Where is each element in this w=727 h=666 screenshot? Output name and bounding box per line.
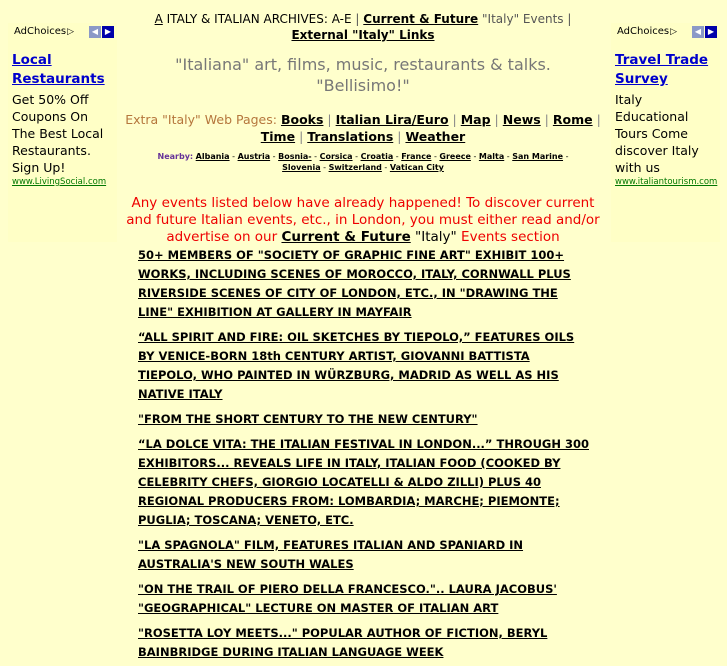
adchoices-icon[interactable]: ▷: [67, 27, 75, 37]
ad-next-arrow-icon[interactable]: ▶: [102, 26, 114, 38]
link-san-marine[interactable]: San Marine: [512, 152, 564, 161]
left-ad-panel: [8, 23, 117, 242]
adchoices-label[interactable]: AdChoices▷: [617, 26, 678, 37]
link-rome[interactable]: Rome: [552, 112, 593, 127]
ad-url-link[interactable]: www.italiantourism.com: [615, 177, 718, 187]
extra-pages-nav: Extra "Italy" Web Pages: Books | Italian Lira/Euro | Map | News | Rome | Time | Translations | Weather: [125, 112, 601, 144]
link-croatia[interactable]: Croatia: [360, 152, 394, 161]
list-item: [138, 578, 590, 616]
ad-body-text: Get 50% Off Coupons On The Best Local Restaurants. Sign Up!: [12, 92, 104, 175]
link-bosnia[interactable]: Bosnia-: [278, 152, 312, 161]
ad-next-arrow-icon[interactable]: ▶: [705, 26, 717, 38]
link-weather[interactable]: Weather: [405, 129, 466, 144]
ad-prev-arrow-icon[interactable]: ◀: [89, 26, 101, 38]
list-item: [138, 534, 590, 572]
ad-header: [615, 25, 716, 41]
link-albania[interactable]: Albania: [195, 152, 230, 161]
link-austria[interactable]: Austria: [237, 152, 271, 161]
event-link[interactable]: “ALL SPIRIT AND FIRE: OIL SKETCHES BY TIEPOLO,” FEATURES OILS BY VENICE-BORN 18th CENTURY ARTIST, GIOVANNI BATTISTA TIEPOLO, WHO PAINTED IN WÜRZBURG, MADRID AS WELL AS HIS NATIVE ITALY: [138, 330, 575, 401]
ad-url-link[interactable]: www.LivingSocial.com: [12, 177, 107, 187]
ad-body-text: Italy Educational Tours Come discover Italy with us: [615, 92, 699, 175]
event-link[interactable]: "LA SPAGNOLA" FILM, FEATURES ITALIAN AND SPANIARD IN AUSTRALIA'S NEW SOUTH WALES: [138, 538, 524, 571]
separator: |: [567, 12, 572, 26]
ad-title-link[interactable]: Local Restaurants: [12, 52, 105, 87]
ad-header: [12, 25, 113, 41]
event-link[interactable]: 50+ MEMBERS OF "SOCIETY OF GRAPHIC FINE ART" EXHIBIT 100+ WORKS, INCLUDING SCENES OF MOROCCO, ITALY, CORNWALL PLUS RIVERSIDE SCENES OF CITY OF LONDON, ETC., IN "DRAWING THE LINE" EXHIBITION AT GALLERY IN MAYFAIR: [138, 248, 571, 319]
adchoices-icon[interactable]: ▷: [670, 27, 678, 37]
event-link[interactable]: "ROSETTA LOY MEETS..." POPULAR AUTHOR OF FICTION, BERYL BAINBRIDGE DURING ITALIAN LANGUAGE WEEK: [138, 626, 548, 659]
link-switzerland[interactable]: Switzerland: [328, 163, 382, 172]
main-column: [118, 0, 608, 246]
right-ad-panel: [611, 23, 720, 242]
page-tagline: "Italiana" art, films, music, restaurants & talks. "Bellisimo!": [175, 55, 551, 95]
ad-title-link[interactable]: Travel Trade Survey: [615, 52, 709, 87]
link-slovenia[interactable]: Slovenia: [282, 163, 321, 172]
current-future-link[interactable]: Current & Future: [363, 12, 479, 26]
list-item: [138, 433, 590, 528]
past-events-notice: Any events listed below have already happened! To discover current and future Italian events, etc., in London, you must either read and/or advertise on our Current & Future "Italy" Events section: [126, 195, 600, 245]
list-item: [138, 326, 590, 402]
link-translations[interactable]: Translations: [307, 129, 394, 144]
event-link[interactable]: "ON THE TRAIL OF PIERO DELLA FRANCESCO.".. LAURA JACOBUS' "GEOGRAPHICAL" LECTURE ON MASTER OF ITALIAN ART: [138, 582, 557, 615]
link-books[interactable]: Books: [280, 112, 324, 127]
list-item: [138, 244, 590, 320]
link-time[interactable]: Time: [260, 129, 296, 144]
nearby-label: Nearby:: [157, 152, 194, 161]
nearby-countries: Nearby: Albania - Austria - Bosnia- - Corsica - Croatia - France - Greece - Malta - San Marine - Slovenia - Switzerland - Vatican City: [157, 152, 569, 172]
link-malta[interactable]: Malta: [478, 152, 505, 161]
archive-title: A ITALY & ITALIAN ARCHIVES: A-E: [154, 12, 352, 26]
link-corsica[interactable]: Corsica: [319, 152, 353, 161]
link-france[interactable]: France: [401, 152, 432, 161]
event-link[interactable]: “LA DOLCE VITA: THE ITALIAN FESTIVAL IN LONDON...” THROUGH 300 EXHIBITORS... REVEALS LIFE IN ITALY, ITALIAN FOOD (COOKED BY CELEBRITY CHEFS, GIORGIO LOCATELLI & ALDO ZILLI) PLUS 40 REGIONAL PRODUCERS FROM: LOMBARDIA; MARCHE; PIEMONTE; PUGLIA; TOSCANA; VENETO, ETC.: [138, 437, 589, 527]
list-item: [138, 408, 590, 427]
event-link[interactable]: "FROM THE SHORT CENTURY TO THE NEW CENTURY": [138, 412, 478, 426]
adchoices-label[interactable]: AdChoices▷: [14, 26, 75, 37]
external-links-link[interactable]: External "Italy" Links: [291, 28, 435, 42]
link-vatican-city[interactable]: Vatican City: [389, 163, 444, 172]
link-greece[interactable]: Greece: [439, 152, 471, 161]
separator: |: [355, 12, 360, 26]
top-navigation: [118, 11, 608, 43]
list-item: [138, 622, 590, 660]
italy-events-label: "Italy" Events: [482, 12, 564, 26]
events-list: [138, 244, 590, 666]
link-lira-euro[interactable]: Italian Lira/Euro: [335, 112, 449, 127]
extra-pages-label: Extra "Italy" Web Pages:: [125, 112, 277, 127]
link-news[interactable]: News: [502, 112, 541, 127]
ad-prev-arrow-icon[interactable]: ◀: [692, 26, 704, 38]
notice-current-future-link[interactable]: Current & Future: [281, 229, 411, 245]
link-map[interactable]: Map: [460, 112, 491, 127]
